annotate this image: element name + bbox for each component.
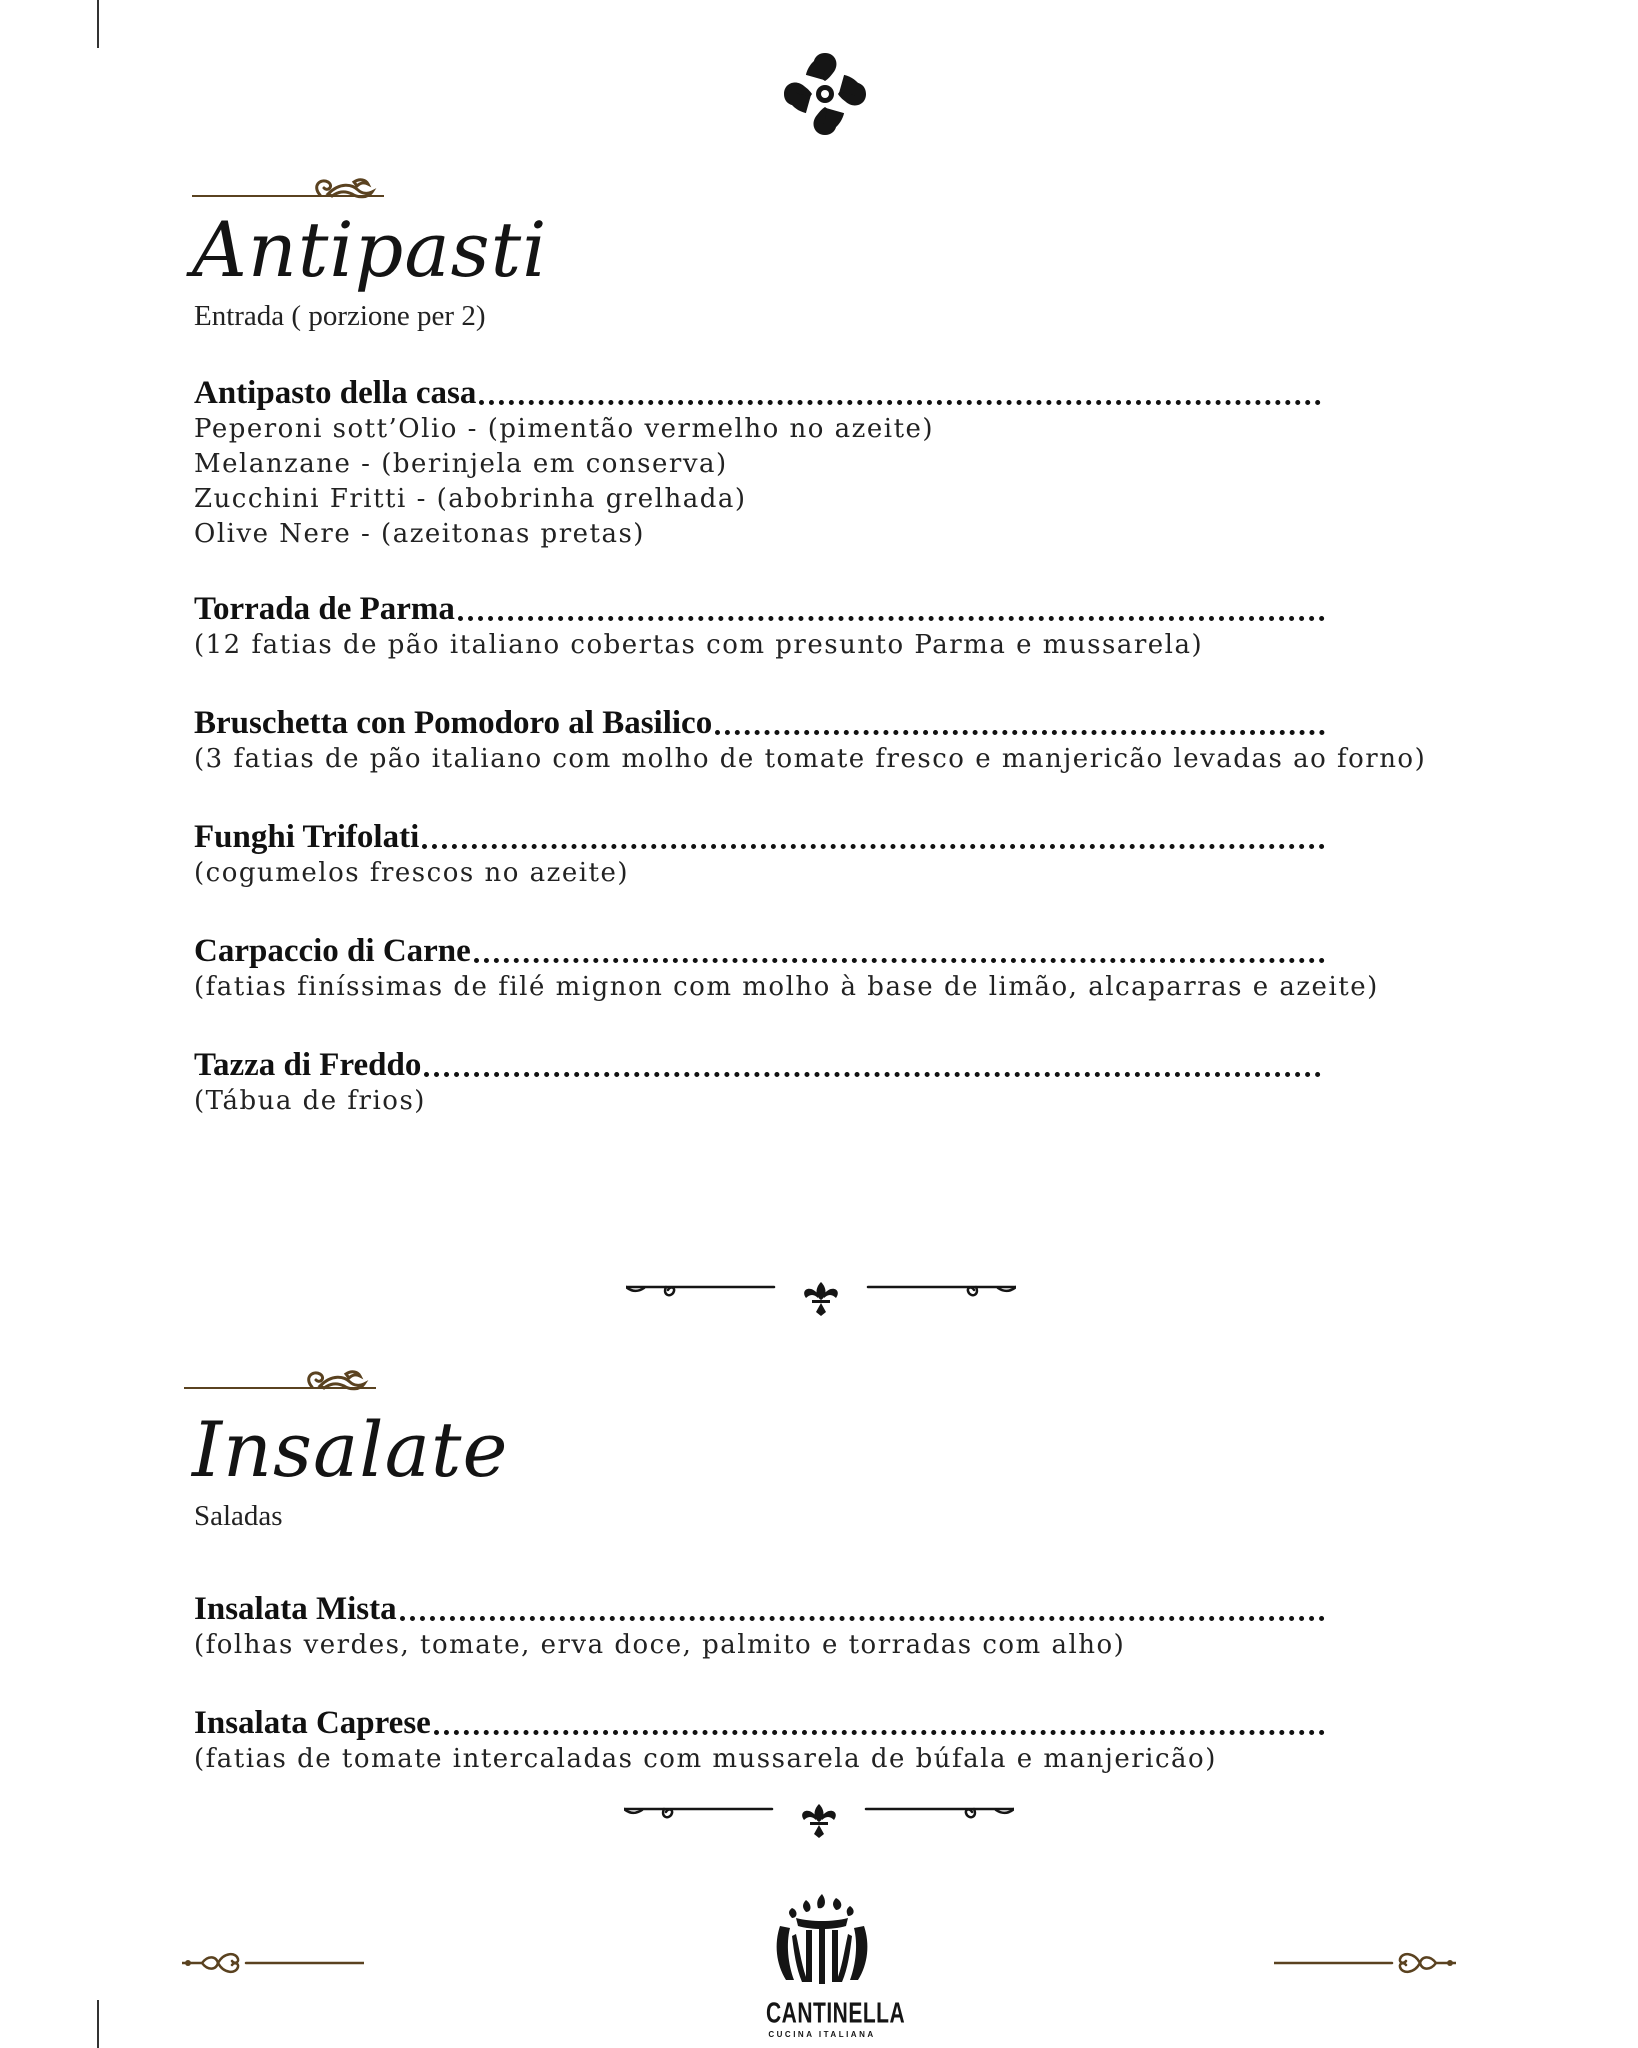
item-description: Peperoni sott’Olio - (pimentão vermelho no azeite): [194, 414, 935, 444]
dot-leader: [424, 1072, 1321, 1077]
scroll-flourish-icon: [192, 172, 384, 200]
item-description: (12 fatias de pão italiano cobertas com presunto Parma e mussarela): [194, 630, 1204, 660]
dot-leader: [434, 1730, 1325, 1735]
dot-leader: [715, 730, 1325, 735]
crop-mark-bottom: [97, 2000, 99, 2048]
item-description: (Tábua de frios): [194, 1086, 426, 1116]
item-name: Torrada de Parma: [194, 591, 455, 627]
item-description: Olive Nere - (azeitonas pretas): [194, 519, 645, 549]
dot-leader: [474, 958, 1325, 963]
dot-leader: [400, 1616, 1325, 1621]
item-name: Insalata Mista: [194, 1591, 397, 1627]
logo-name: CANTINELLA: [766, 1998, 906, 2030]
menu-item: [194, 1046, 1321, 1119]
item-description: (cogumelos frescos no azeite): [194, 858, 630, 888]
item-description: Zucchini Fritti - (abobrinha grelhada): [194, 484, 747, 514]
corner-flourish-icon: [1274, 1946, 1456, 1980]
logo-emblem-icon: [766, 1892, 878, 1992]
fleur-divider-icon: [626, 1278, 1016, 1318]
menu-item: [194, 1704, 1325, 1777]
item-description: (3 fatias de pão italiano com molho de tomate fresco e manjericão levadas ao forno): [194, 744, 1427, 774]
item-name: Carpaccio di Carne: [194, 933, 471, 969]
item-description: (fatias de tomate intercaladas com mussarela de búfala e manjericão): [194, 1744, 1217, 1774]
crop-mark-top: [97, 0, 99, 48]
section-title-antipasti: Antipasti: [192, 205, 548, 294]
section-title-insalate: Insalate: [192, 1405, 509, 1494]
cantinella-logo: [766, 1892, 906, 2039]
dot-leader: [479, 400, 1321, 405]
floral-medallion-icon: [778, 47, 872, 141]
item-name: Insalata Caprese: [194, 1705, 431, 1741]
item-name: Funghi Trifolati: [194, 819, 420, 855]
dot-leader: [458, 616, 1325, 621]
item-name: Antipasto della casa: [194, 375, 477, 411]
item-name: Tazza di Freddo: [194, 1047, 422, 1083]
corner-flourish-icon: [182, 1946, 364, 1980]
item-description: (folhas verdes, tomate, erva doce, palmito e torradas com alho): [194, 1630, 1126, 1660]
fleur-divider-icon: [624, 1800, 1014, 1840]
menu-item: [194, 374, 1321, 552]
item-description: Melanzane - (berinjela em conserva): [194, 449, 728, 479]
item-description: (fatias finíssimas de filé mignon com molho à base de limão, alcaparras e azeite): [194, 972, 1379, 1002]
dot-leader: [422, 844, 1325, 849]
logo-tagline: CUCINA ITALIANA: [768, 2030, 876, 2039]
item-name: Bruschetta con Pomodoro al Basilico: [194, 705, 713, 741]
scroll-flourish-icon: [184, 1364, 376, 1392]
menu-item: [194, 704, 1427, 777]
menu-item: [194, 590, 1325, 663]
section-subtitle-antipasti: Entrada ( porzione per 2): [194, 300, 486, 332]
menu-item: [194, 932, 1379, 1005]
menu-item: [194, 1590, 1325, 1663]
section-subtitle-insalate: Saladas: [194, 1500, 283, 1532]
menu-item: [194, 818, 1325, 891]
